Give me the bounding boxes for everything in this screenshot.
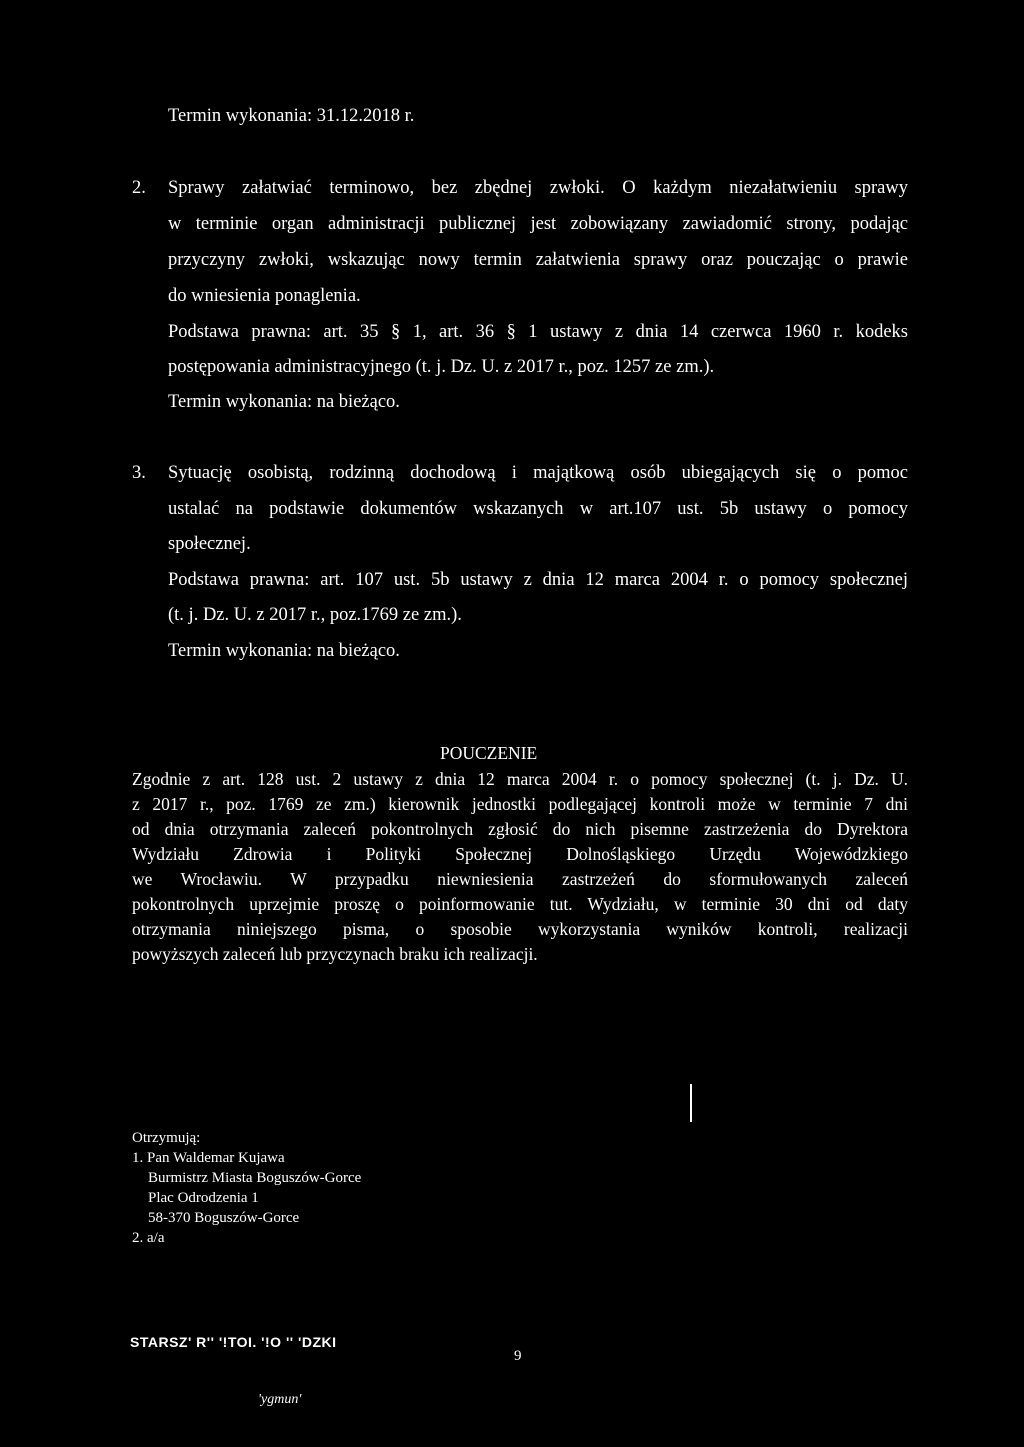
item-3-legal-basis: (t. j. Dz. U. z 2017 r., poz.1769 ze zm.). <box>168 605 462 625</box>
instruction-line: otrzymania niniejszego pisma, o sposobie wykorzystania wyników kontroli, realizacji <box>132 919 908 939</box>
page-number: 9 <box>514 1348 522 1364</box>
signature-mark <box>690 1084 692 1122</box>
item-2-line: do wniesienia ponaglenia. <box>168 286 361 306</box>
item-2-line: Sprawy załatwiać terminowo, bez zbędnej zwłoki. O każdym niezałatwieniu sprawy <box>168 178 908 198</box>
item-2-legal-basis: Podstawa prawna: art. 35 § 1, art. 36 § 1 ustawy z dnia 14 czerwca 1960 r. kodeks <box>168 322 908 342</box>
item-3-line: Sytuację osobistą, rodzinną dochodową i majątkową osób ubiegających się o pomoc <box>168 463 908 483</box>
deadline-2: Termin wykonania: na bieżąco. <box>168 392 400 412</box>
deadline-1: Termin wykonania: 31.12.2018 r. <box>168 106 415 126</box>
instruction-heading: POUCZENIE <box>440 743 538 763</box>
recipient-line: 58-370 Boguszów-Gorce <box>148 1210 300 1226</box>
deadline-3: Termin wykonania: na bieżąco. <box>168 641 400 661</box>
item-2-number: 2. <box>132 178 146 198</box>
instruction-line: od dnia otrzymania zaleceń pokontrolnych zgłosić do nich pisemne zastrzeżenia do Dyrektora <box>132 819 908 839</box>
instruction-line: pokontrolnych uprzejmie proszę o poinformowanie tut. Wydziału, w terminie 30 dni od daty <box>132 894 908 914</box>
item-3-legal-basis: Podstawa prawna: art. 107 ust. 5b ustawy z dnia 12 marca 2004 r. o pomocy społecznej <box>168 570 908 590</box>
recipient-line: Burmistrz Miasta Boguszów-Gorce <box>148 1170 362 1186</box>
item-2-line: w terminie organ administracji publicznej jest zobowiązany zawiadomić strony, podając <box>168 214 908 234</box>
instruction-line: powyższych zaleceń lub przyczynach braku ich realizacji. <box>132 944 538 964</box>
recipient-line: 1. Pan Waldemar Kujawa <box>132 1150 285 1166</box>
item-2-legal-basis: postępowania administracyjnego (t. j. Dz. U. z 2017 r., poz. 1257 ze zm.). <box>168 357 715 377</box>
official-stamp: STARSZ' R'' '!TOI. '!O '' 'DZKI <box>130 1334 337 1350</box>
instruction-line: Zgodnie z art. 128 ust. 2 ustawy z dnia 12 marca 2004 r. o pomocy społecznej (t. j. Dz. U. <box>132 769 908 789</box>
instruction-line: Wydziału Zdrowia i Polityki Społecznej Dolnośląskiego Urzędu Wojewódzkiego <box>132 844 908 864</box>
instruction-line: we Wrocławiu. W przypadku niewniesienia zastrzeżeń do sformułowanych zaleceń <box>132 869 908 889</box>
item-3-line: społecznej. <box>168 534 251 554</box>
recipient-line: 2. a/a <box>132 1230 165 1246</box>
recipient-line: Plac Odrodzenia 1 <box>148 1190 259 1206</box>
recipients-heading: Otrzymują: <box>132 1130 201 1146</box>
instruction-line: z 2017 r., poz. 1769 ze zm.) kierownik jednostki podlegającej kontroli może w terminie 7 dni <box>132 794 908 814</box>
stamp-signature: 'ygmun' <box>258 1392 302 1407</box>
item-3-line: ustalać na podstawie dokumentów wskazanych w art.107 ust. 5b ustawy o pomocy <box>168 499 908 519</box>
item-2-line: przyczyny zwłoki, wskazując nowy termin załatwienia sprawy oraz pouczając o prawie <box>168 250 908 270</box>
item-3-number: 3. <box>132 463 146 483</box>
